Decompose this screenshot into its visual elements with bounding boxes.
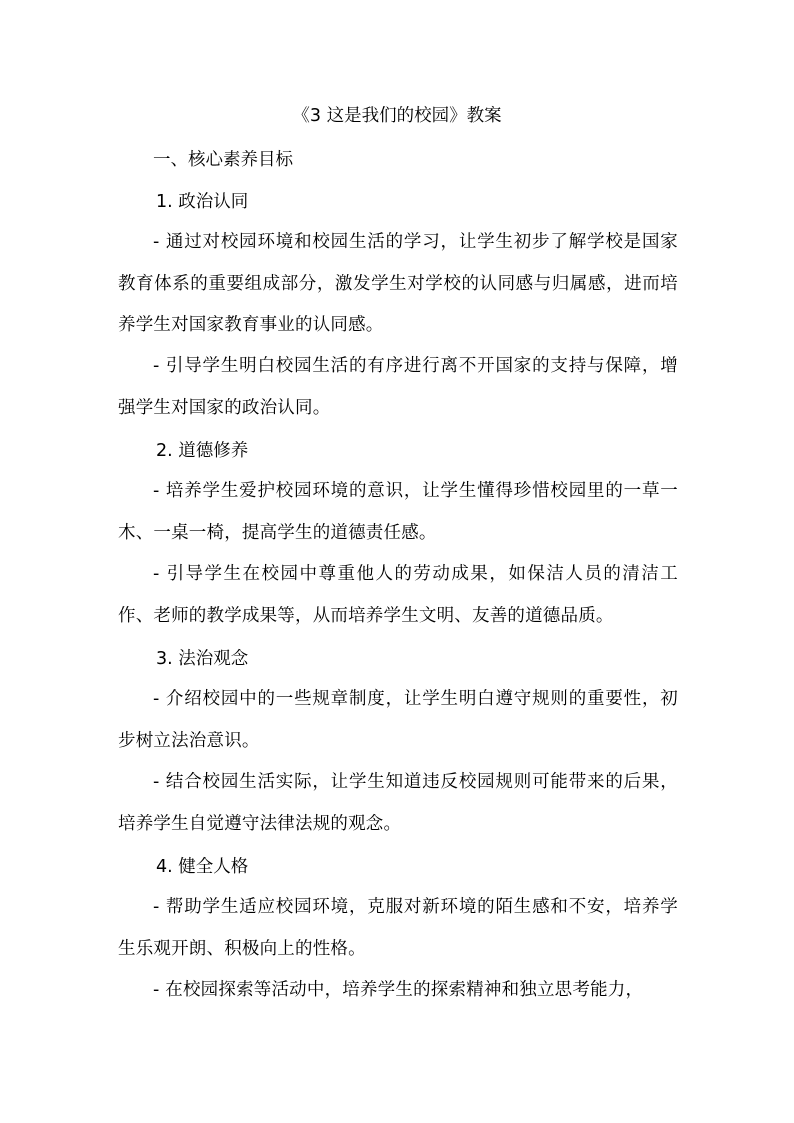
section-heading-core-goals: 一、核心素养目标 [153,150,293,170]
document-title: 《3 这是我们的校园》教案 [292,106,502,126]
item-heading-sound-personality: 4. 健全人格 [156,857,249,877]
paragraph: - 介绍校园中的一些规章制度，让学生明白遵守规则的重要性，初步树立法治意识。 [118,689,678,751]
item-heading-political-identity: 1. 政治认同 [156,192,249,212]
item-heading-moral-cultivation: 2. 道德修养 [156,441,249,461]
paragraph: - 培养学生爱护校园环境的意识，让学生懂得珍惜校园里的一草一木、一桌一椅，提高学生的道德责任感。 [118,481,678,543]
paragraph: - 引导学生明白校园生活的有序进行离不开国家的支持与保障，增强学生对国家的政治认同。 [118,356,678,418]
item-heading-rule-of-law: 3. 法治观念 [156,649,249,669]
paragraph: - 引导学生在校园中尊重他人的劳动成果，如保洁人员的清洁工作、老师的教学成果等，从而培养学生文明、友善的道德品质。 [118,564,678,626]
paragraph: - 在校园探索等活动中，培养学生的探索精神和独立思考能力， [153,980,644,1000]
paragraph: - 帮助学生适应校园环境，克服对新环境的陌生感和不安，培养学生乐观开朗、积极向上的性格。 [118,897,678,959]
paragraph: - 结合校园生活实际，让学生知道违反校园规则可能带来的后果，培养学生自觉遵守法律法规的观念。 [118,772,678,834]
paragraph: - 通过对校园环境和校园生活的学习，让学生初步了解学校是国家教育体系的重要组成部分，激发学生对学校的认同感与归属感，进而培养学生对国家教育事业的认同感。 [118,232,678,336]
